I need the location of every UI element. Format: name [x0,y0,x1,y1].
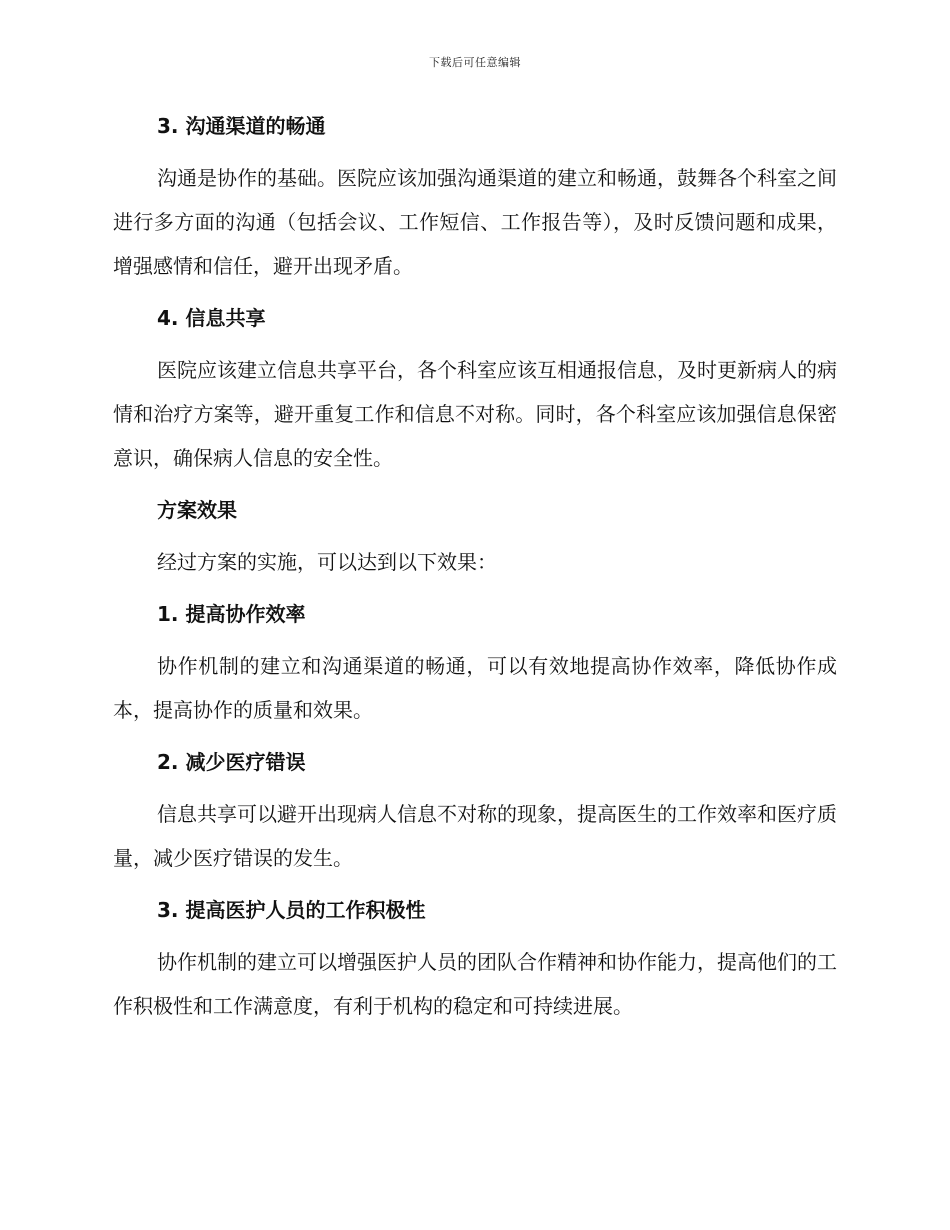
section-paragraph: 协作机制的建立可以增强医护人员的团队合作精神和协作能力，提高他们的工作积极性和工作满意度，有利于机构的稳定和可持续进展。 [113,950,837,1018]
section [113,740,837,880]
section-heading: 方案效果 [157,498,237,522]
section [113,104,837,288]
section-heading: 4. 信息共享 [157,306,266,330]
page-header: 下载后可任意编辑 [429,56,521,69]
section [113,592,837,732]
section-heading: 1. 提高协作效率 [157,602,306,626]
section [113,296,837,480]
section-heading: 2. 减少医疗错误 [157,750,306,774]
document-body [113,104,837,1028]
section-heading: 3. 沟通渠道的畅通 [157,114,326,138]
section-heading: 3. 提高医护人员的工作积极性 [157,898,426,922]
section [113,488,837,584]
section-paragraph: 信息共享可以避开出现病人信息不对称的现象，提高医生的工作效率和医疗质量，减少医疗错误的发生。 [113,802,837,870]
section-paragraph: 协作机制的建立和沟通渠道的畅通，可以有效地提高协作效率，降低协作成本，提高协作的质量和效果。 [113,654,837,722]
section [113,888,837,1028]
section-paragraph: 沟通是协作的基础。医院应该加强沟通渠道的建立和畅通，鼓舞各个科室之间进行多方面的沟通（包括会议、工作短信、工作报告等），及时反馈问题和成果，增强感情和信任，避开出现矛盾。 [113,166,837,278]
section-paragraph: 经过方案的实施，可以达到以下效果： [157,550,497,574]
section-paragraph: 医院应该建立信息共享平台，各个科室应该互相通报信息，及时更新病人的病情和治疗方案等，避开重复工作和信息不对称。同时，各个科室应该加强信息保密意识，确保病人信息的安全性。 [113,358,837,470]
